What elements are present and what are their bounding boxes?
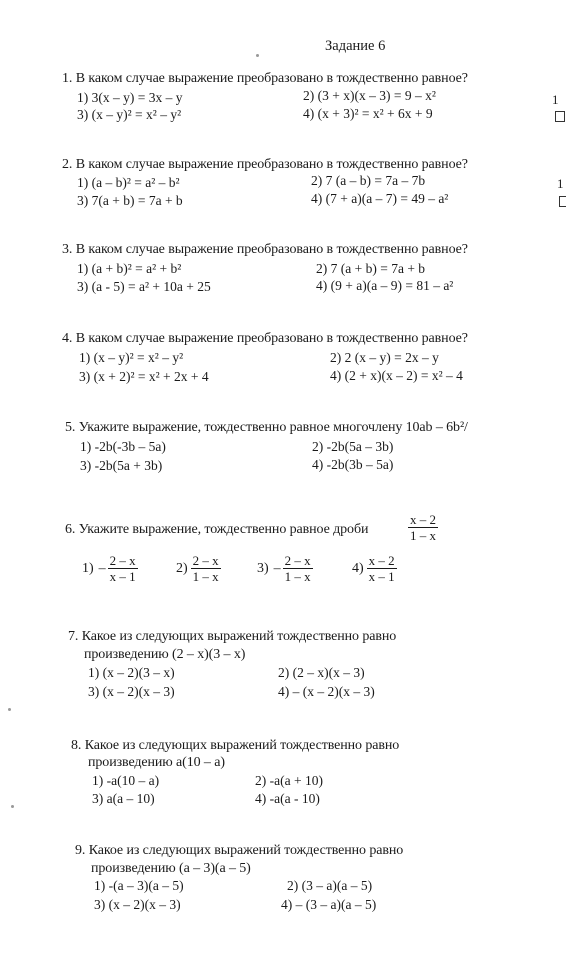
- margin-number-q2: 1: [557, 176, 564, 191]
- q5-option-4[interactable]: 4) -2b(3b – 5a): [312, 457, 394, 472]
- question-8-text: 8. Какое из следующих выражений тождественно равно: [71, 738, 400, 753]
- q2-option-4[interactable]: 4) (7 + a)(a – 7) = 49 – a²: [311, 191, 449, 206]
- q6-option-4-label: 4): [352, 560, 364, 576]
- q6-option-2-denominator: 1 – x: [192, 569, 219, 584]
- q8-option-3[interactable]: 3) a(a – 10): [92, 791, 155, 806]
- q2-option-3[interactable]: 3) 7(a + b) = 7a + b: [77, 193, 183, 208]
- scan-speck: [8, 708, 11, 711]
- q6-option-2-label: 2): [176, 560, 188, 576]
- q4-option-1[interactable]: 1) (x – y)² = x² – y²: [79, 350, 184, 365]
- q6-option-3-label: 3): [257, 560, 269, 576]
- q8-option-2[interactable]: 2) -a(a + 10): [255, 773, 323, 788]
- q6-option-3-sign: –: [273, 560, 281, 576]
- question-2-text: 2. В каком случае выражение преобразовано в тождественно равное?: [62, 157, 468, 172]
- question-9-subtext: произведению (a – 3)(a – 5): [91, 861, 251, 876]
- scan-speck: [256, 54, 259, 57]
- checkbox-q2[interactable]: [559, 196, 566, 207]
- q9-option-2[interactable]: 2) (3 – a)(a – 5): [287, 878, 373, 893]
- q7-option-4[interactable]: 4) – (x – 2)(x – 3): [278, 684, 375, 699]
- q6-option-4-numerator: x – 2: [368, 553, 395, 568]
- q1-option-2[interactable]: 2) (3 + x)(x – 3) = 9 – x²: [303, 88, 436, 103]
- q8-option-1[interactable]: 1) -a(10 – a): [92, 773, 160, 788]
- q9-option-1[interactable]: 1) -(a – 3)(a – 5): [94, 878, 184, 893]
- q3-option-3[interactable]: 3) (a - 5) = a² + 10a + 25: [77, 279, 211, 294]
- q6-option-1[interactable]: [82, 553, 138, 584]
- q6-fraction-numerator: x – 2: [410, 512, 436, 527]
- q1-option-1[interactable]: 1) 3(x – y) = 3x – y: [77, 90, 183, 105]
- q4-option-4[interactable]: 4) (2 + x)(x – 2) = x² – 4: [330, 368, 463, 383]
- q9-option-4[interactable]: 4) – (3 – a)(a – 5): [281, 897, 377, 912]
- q7-option-3[interactable]: 3) (x – 2)(x – 3): [88, 684, 175, 699]
- q9-option-3[interactable]: 3) (x – 2)(x – 3): [94, 897, 181, 912]
- q6-option-4-denominator: x – 1: [368, 569, 395, 584]
- q8-option-4[interactable]: 4) -a(a - 10): [255, 791, 320, 806]
- q6-option-1-sign: –: [98, 560, 106, 576]
- scan-speck: [11, 805, 14, 808]
- q6-option-3-numerator: 2 – x: [284, 553, 311, 568]
- q2-option-2[interactable]: 2) 7 (a – b) = 7a – 7b: [311, 173, 426, 188]
- q7-option-2[interactable]: 2) (2 – x)(x – 3): [278, 665, 365, 680]
- q6-option-2-numerator: 2 – x: [192, 553, 219, 568]
- q3-option-2[interactable]: 2) 7 (a + b) = 7a + b: [316, 261, 426, 276]
- q6-fraction-denominator: 1 – x: [410, 528, 436, 543]
- question-7-subtext: произведению (2 – x)(3 – x): [84, 647, 246, 662]
- q5-option-2[interactable]: 2) -2b(5a – 3b): [312, 439, 394, 454]
- q7-option-1[interactable]: 1) (x – 2)(3 – x): [88, 665, 175, 680]
- question-1-text: 1. В каком случае выражение преобразовано в тождественно равное?: [62, 71, 468, 86]
- question-5-text: 5. Укажите выражение, тождественно равное многочлену 10ab – 6b²/: [65, 420, 468, 435]
- q6-option-1-label: 1): [82, 560, 94, 576]
- q4-option-3[interactable]: 3) (x + 2)² = x² + 2x + 4: [79, 369, 209, 384]
- q3-option-4[interactable]: 4) (9 + a)(a – 9) = 81 – a²: [316, 278, 454, 293]
- q6-option-1-numerator: 2 – x: [109, 553, 136, 568]
- question-9-text: 9. Какое из следующих выражений тождественно равно: [75, 843, 404, 858]
- question-6-text: 6. Укажите выражение, тождественно равное дроби: [65, 522, 369, 537]
- question-4-text: 4. В каком случае выражение преобразовано в тождественно равное?: [62, 331, 468, 346]
- page-title: Задание 6: [325, 38, 386, 54]
- question-8-subtext: произведению a(10 – a): [88, 755, 225, 770]
- margin-number-q1: 1: [552, 92, 559, 107]
- q6-option-2[interactable]: [176, 553, 221, 584]
- q6-option-3[interactable]: [257, 553, 313, 584]
- q6-target-fraction: [408, 512, 438, 543]
- q6-option-3-denominator: 1 – x: [284, 569, 311, 584]
- q6-option-4[interactable]: [352, 553, 397, 584]
- question-3-text: 3. В каком случае выражение преобразовано в тождественно равное?: [62, 242, 468, 257]
- checkbox-q1[interactable]: [555, 111, 565, 122]
- q6-option-1-denominator: x – 1: [109, 569, 136, 584]
- q3-option-1[interactable]: 1) (a + b)² = a² + b²: [77, 261, 182, 276]
- question-7-text: 7. Какое из следующих выражений тождественно равно: [68, 629, 397, 644]
- q1-option-4[interactable]: 4) (x + 3)² = x² + 6x + 9: [303, 106, 433, 121]
- q5-option-3[interactable]: 3) -2b(5a + 3b): [80, 458, 163, 473]
- q1-option-3[interactable]: 3) (x – y)² = x² – y²: [77, 107, 182, 122]
- q5-option-1[interactable]: 1) -2b(-3b – 5a): [80, 439, 166, 454]
- q2-option-1[interactable]: 1) (a – b)² = a² – b²: [77, 175, 180, 190]
- q4-option-2[interactable]: 2) 2 (x – y) = 2x – y: [330, 350, 439, 365]
